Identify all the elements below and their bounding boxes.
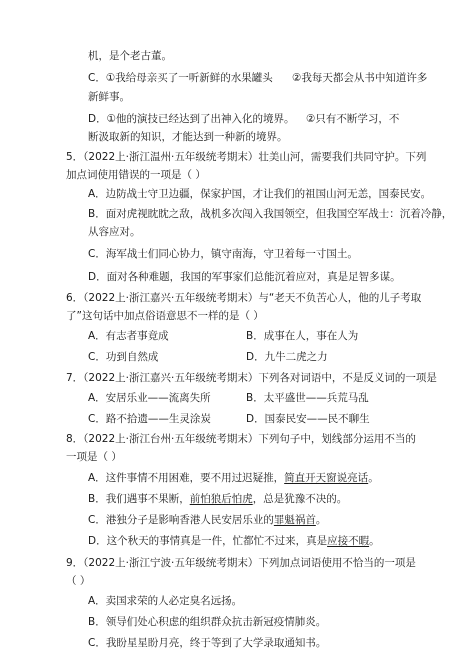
option-b-text: B．我们遇事不果断， [88,493,190,505]
question-6-stem-line1: 6．（2022上·浙江嘉兴·五年级统考期末）与“老天不负苦心人，他的儿子考取 [66,292,422,304]
question-9-option-b: B．领导们处心积虑的组织群众抗击新冠疫情肺炎。 [88,616,327,628]
option-a-text: A．这件事情不用困难，要不用过迟疑推， [88,472,285,484]
option-c-part1: C．①我给母亲买了一听新鲜的水果罐头 [88,72,273,84]
option-d-end: 。 [369,535,380,547]
option-d-text: D．这个秋天的事情真是一件，忙都忙不过来，真是 [88,535,328,547]
question-7-option-d: D．国泰民安——民不聊生 [246,413,370,425]
question-8-stem-line1: 8．（2022上·浙江台州·五年级统考期末）下列句子中，划线部分运用不当的 [66,433,416,445]
question-6-option-b: B．成事在人，事在人为 [246,330,359,342]
option-c-end: 。 [315,514,327,526]
option-b-end: ，总是犹豫不决的。 [252,493,348,505]
question-9-option-a: A．卖国求荣的人必定臭名远扬。 [88,595,243,607]
question-7-stem: 7．（2022上·浙江嘉兴·五年级统考期末）下列各对词语中，不是反义词的一项是 [66,372,437,384]
option-c-text: C．港独分子是影响香港人民安居乐业的 [88,514,274,526]
question-9-option-c: C．我盼星星盼月亮，终于等到了大学录取通知书。 [88,637,327,649]
option-d-part1: D．①他的演技已经达到了出神入化的境界。 [88,113,295,125]
option-d-part2: ②只有不断学习，不 [306,113,400,125]
question-7-option-c: C．路不拾遗——生灵涂炭 [88,413,211,425]
question-8-option-c [88,514,326,527]
question-7-option-b: B．太平盛世——兵荒马乱 [246,392,369,404]
question-6-option-c: C．功到自然成 [88,351,159,363]
option-d-underlined-phrase: 应接不暇 [327,535,370,547]
option-c-underlined-phrase: 罪魁祸首 [273,514,316,526]
question-6-option-d: D．九牛二虎之力 [246,351,328,363]
option-a-continuation: 机，是个老古董。 [88,50,172,62]
option-b-underlined-phrase: 前怕狼后怕虎 [189,493,253,505]
question-8-stem-line2: 一项是（ ） [66,451,122,463]
question-5-option-b-line1: B．面对虎视眈眈之敌，战机多次闯入我国领空，但我国空军战士：沉着冷静， [88,208,453,220]
question-6-option-a: A．有志者事竟成 [88,330,169,342]
question-9-stem-line1: 9．（2022上·浙江宁波·五年级统考期末）下列加点词语使用不恰当的一项是 [66,557,416,569]
question-8-option-b [88,493,347,506]
question-6-stem-line2: 了”这句话中加点俗语意思不一样的是（ ） [66,310,264,322]
question-5-option-d: D．面对各种难题，我国的军事家们总能沉着应对，真是足智多谋。 [88,271,401,283]
question-5-option-c: C．海军战士们同心协力，镇守南海，守卫着每一寸国土。 [88,248,358,260]
question-5-option-a: A．边防战士守卫边疆，保家护国，才让我们的祖国山河无恙，国泰民安。 [88,188,432,200]
question-5-option-b-line2: 从容应对。 [88,226,141,238]
question-8-option-a [88,472,379,485]
option-c-part2: ②我每天都会从书中知道许多 [292,72,428,84]
question-8-option-d [88,535,380,548]
question-5-stem-line1: 5．（2022上·浙江温州·五年级统考期末）壮美山河，需要我们共同守护。下列 [66,151,427,163]
question-5-stem-line2: 加点词使用错误的一项是（ ） [66,169,206,181]
option-a-end: 。 [368,472,379,484]
option-c-part3: 新鲜事。 [88,91,130,103]
option-a-underlined-phrase: 简直开天窗说亮话 [284,472,369,484]
option-d-part3: 断汲取新的知识，才能达到一种新的境界。 [88,131,288,143]
question-9-stem-line2: （ ） [66,575,91,587]
question-7-option-a: A．安居乐业——流离失所 [88,392,211,404]
